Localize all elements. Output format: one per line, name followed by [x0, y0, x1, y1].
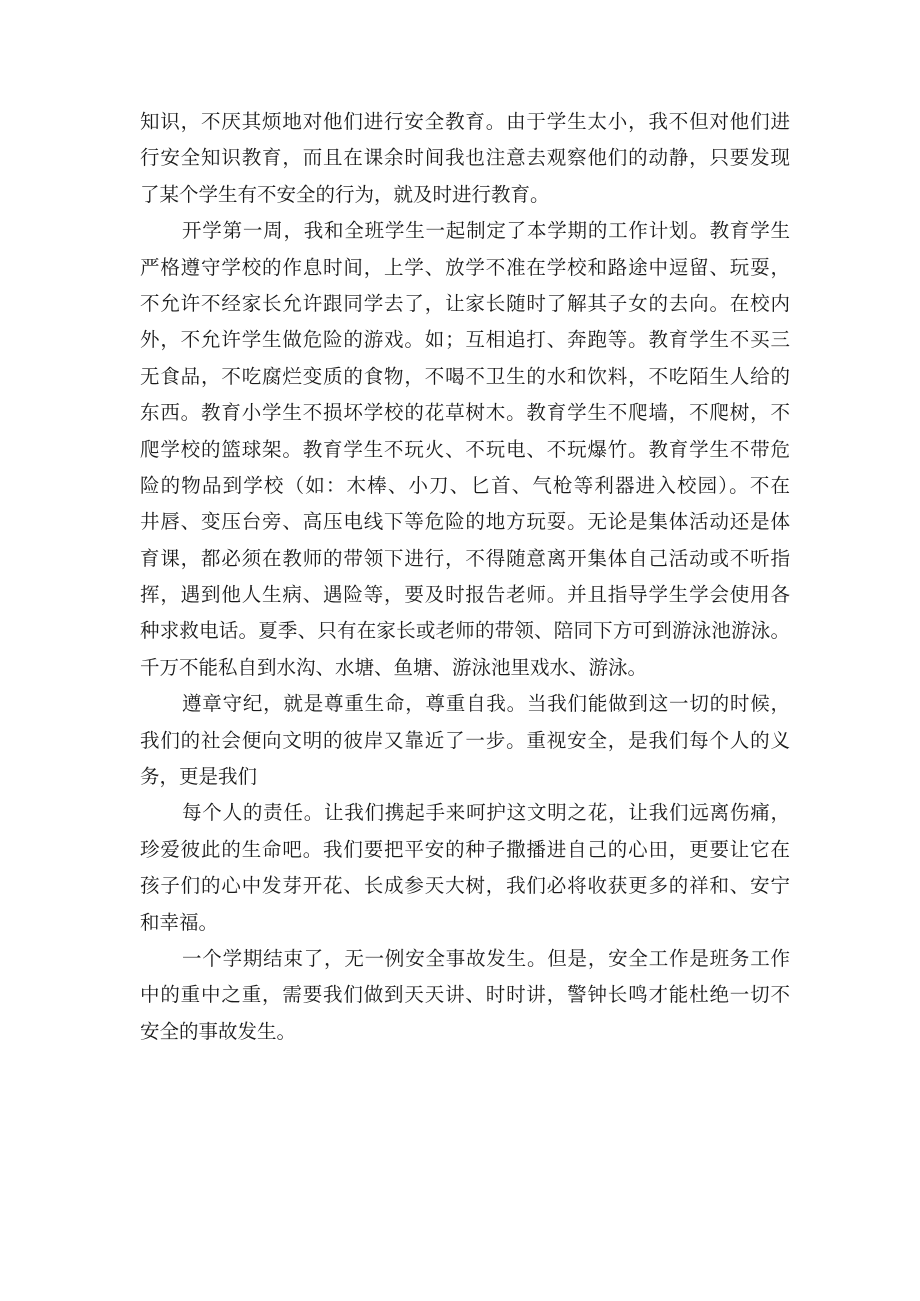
text-line: 中的重中之重，需要我们做到天天讲、时时讲，警钟长鸣才能杜绝一切不 — [140, 983, 790, 1007]
text-line: 种求救电话。夏季、只有在家长或老师的带领、陪同下方可到游泳池游泳。 — [140, 619, 790, 643]
text-line: 千万不能私自到水沟、水塘、鱼塘、游泳池里戏水、游泳。 — [140, 655, 648, 679]
text-line: 行安全知识教育，而且在课余时间我也注意去观察他们的动静，只要发现 — [140, 146, 790, 170]
text-line: 孩子们的心中发芽开花、长成参天大树，我们必将收获更多的祥和、安宁 — [140, 874, 790, 898]
text-line: 爬学校的篮球架。教育学生不玩火、不玩电、不玩爆竹。教育学生不带危 — [140, 437, 790, 461]
text-line: 险的物品到学校（如：木棒、小刀、匕首、气枪等利器进入校园）。不在 — [140, 473, 790, 497]
text-line: 一个学期结束了，无一例安全事故发生。但是，安全工作是班务工作 — [182, 946, 790, 970]
text-line: 遵章守纪，就是尊重生命，尊重自我。当我们能做到这一切的时候， — [182, 692, 790, 716]
text-line: 安全的事故发生。 — [140, 1019, 297, 1043]
text-line: 了某个学生有不安全的行为，就及时进行教育。 — [140, 182, 550, 206]
text-line: 务，更是我们 — [140, 765, 258, 789]
text-line: 珍爱彼此的生命吧。我们要把平安的种子撒播进自己的心田，更要让它在 — [140, 837, 790, 861]
document-body — [140, 104, 790, 1050]
text-line: 井唇、变压台旁、高压电线下等危险的地方玩耍。无论是集体活动还是体 — [140, 510, 790, 534]
text-line: 开学第一周，我和全班学生一起制定了本学期的工作计划。教育学生 — [182, 219, 790, 243]
text-line: 和幸福。 — [140, 910, 219, 934]
text-line: 挥，遇到他人生病、遇险等，要及时报告老师。并且指导学生学会使用各 — [140, 583, 790, 607]
text-line: 知识，不厌其烦地对他们进行安全教育。由于学生太小，我不但对他们进 — [140, 110, 790, 133]
text-line: 每个人的责任。让我们携起手来呵护这文明之花，让我们远离伤痛， — [182, 801, 790, 825]
text-line: 严格遵守学校的作息时间，上学、放学不准在学校和路途中逗留、玩耍， — [140, 255, 790, 279]
text-line: 我们的社会便向文明的彼岸又靠近了一步。重视安全，是我们每个人的义 — [140, 728, 790, 752]
text-line: 育课，都必须在教师的带领下进行，不得随意离开集体自己活动或不听指 — [140, 546, 790, 570]
text-line: 不允许不经家长允许跟同学去了，让家长随时了解其子女的去向。在校内 — [140, 291, 790, 315]
text-line: 东西。教育小学生不损坏学校的花草树木。教育学生不爬墙，不爬树，不 — [140, 401, 790, 425]
text-line: 无食品，不吃腐烂变质的食物，不喝不卫生的水和饮料，不吃陌生人给的 — [140, 364, 790, 388]
text-line: 外，不允许学生做危险的游戏。如；互相追打、奔跑等。教育学生不买三 — [140, 328, 790, 352]
